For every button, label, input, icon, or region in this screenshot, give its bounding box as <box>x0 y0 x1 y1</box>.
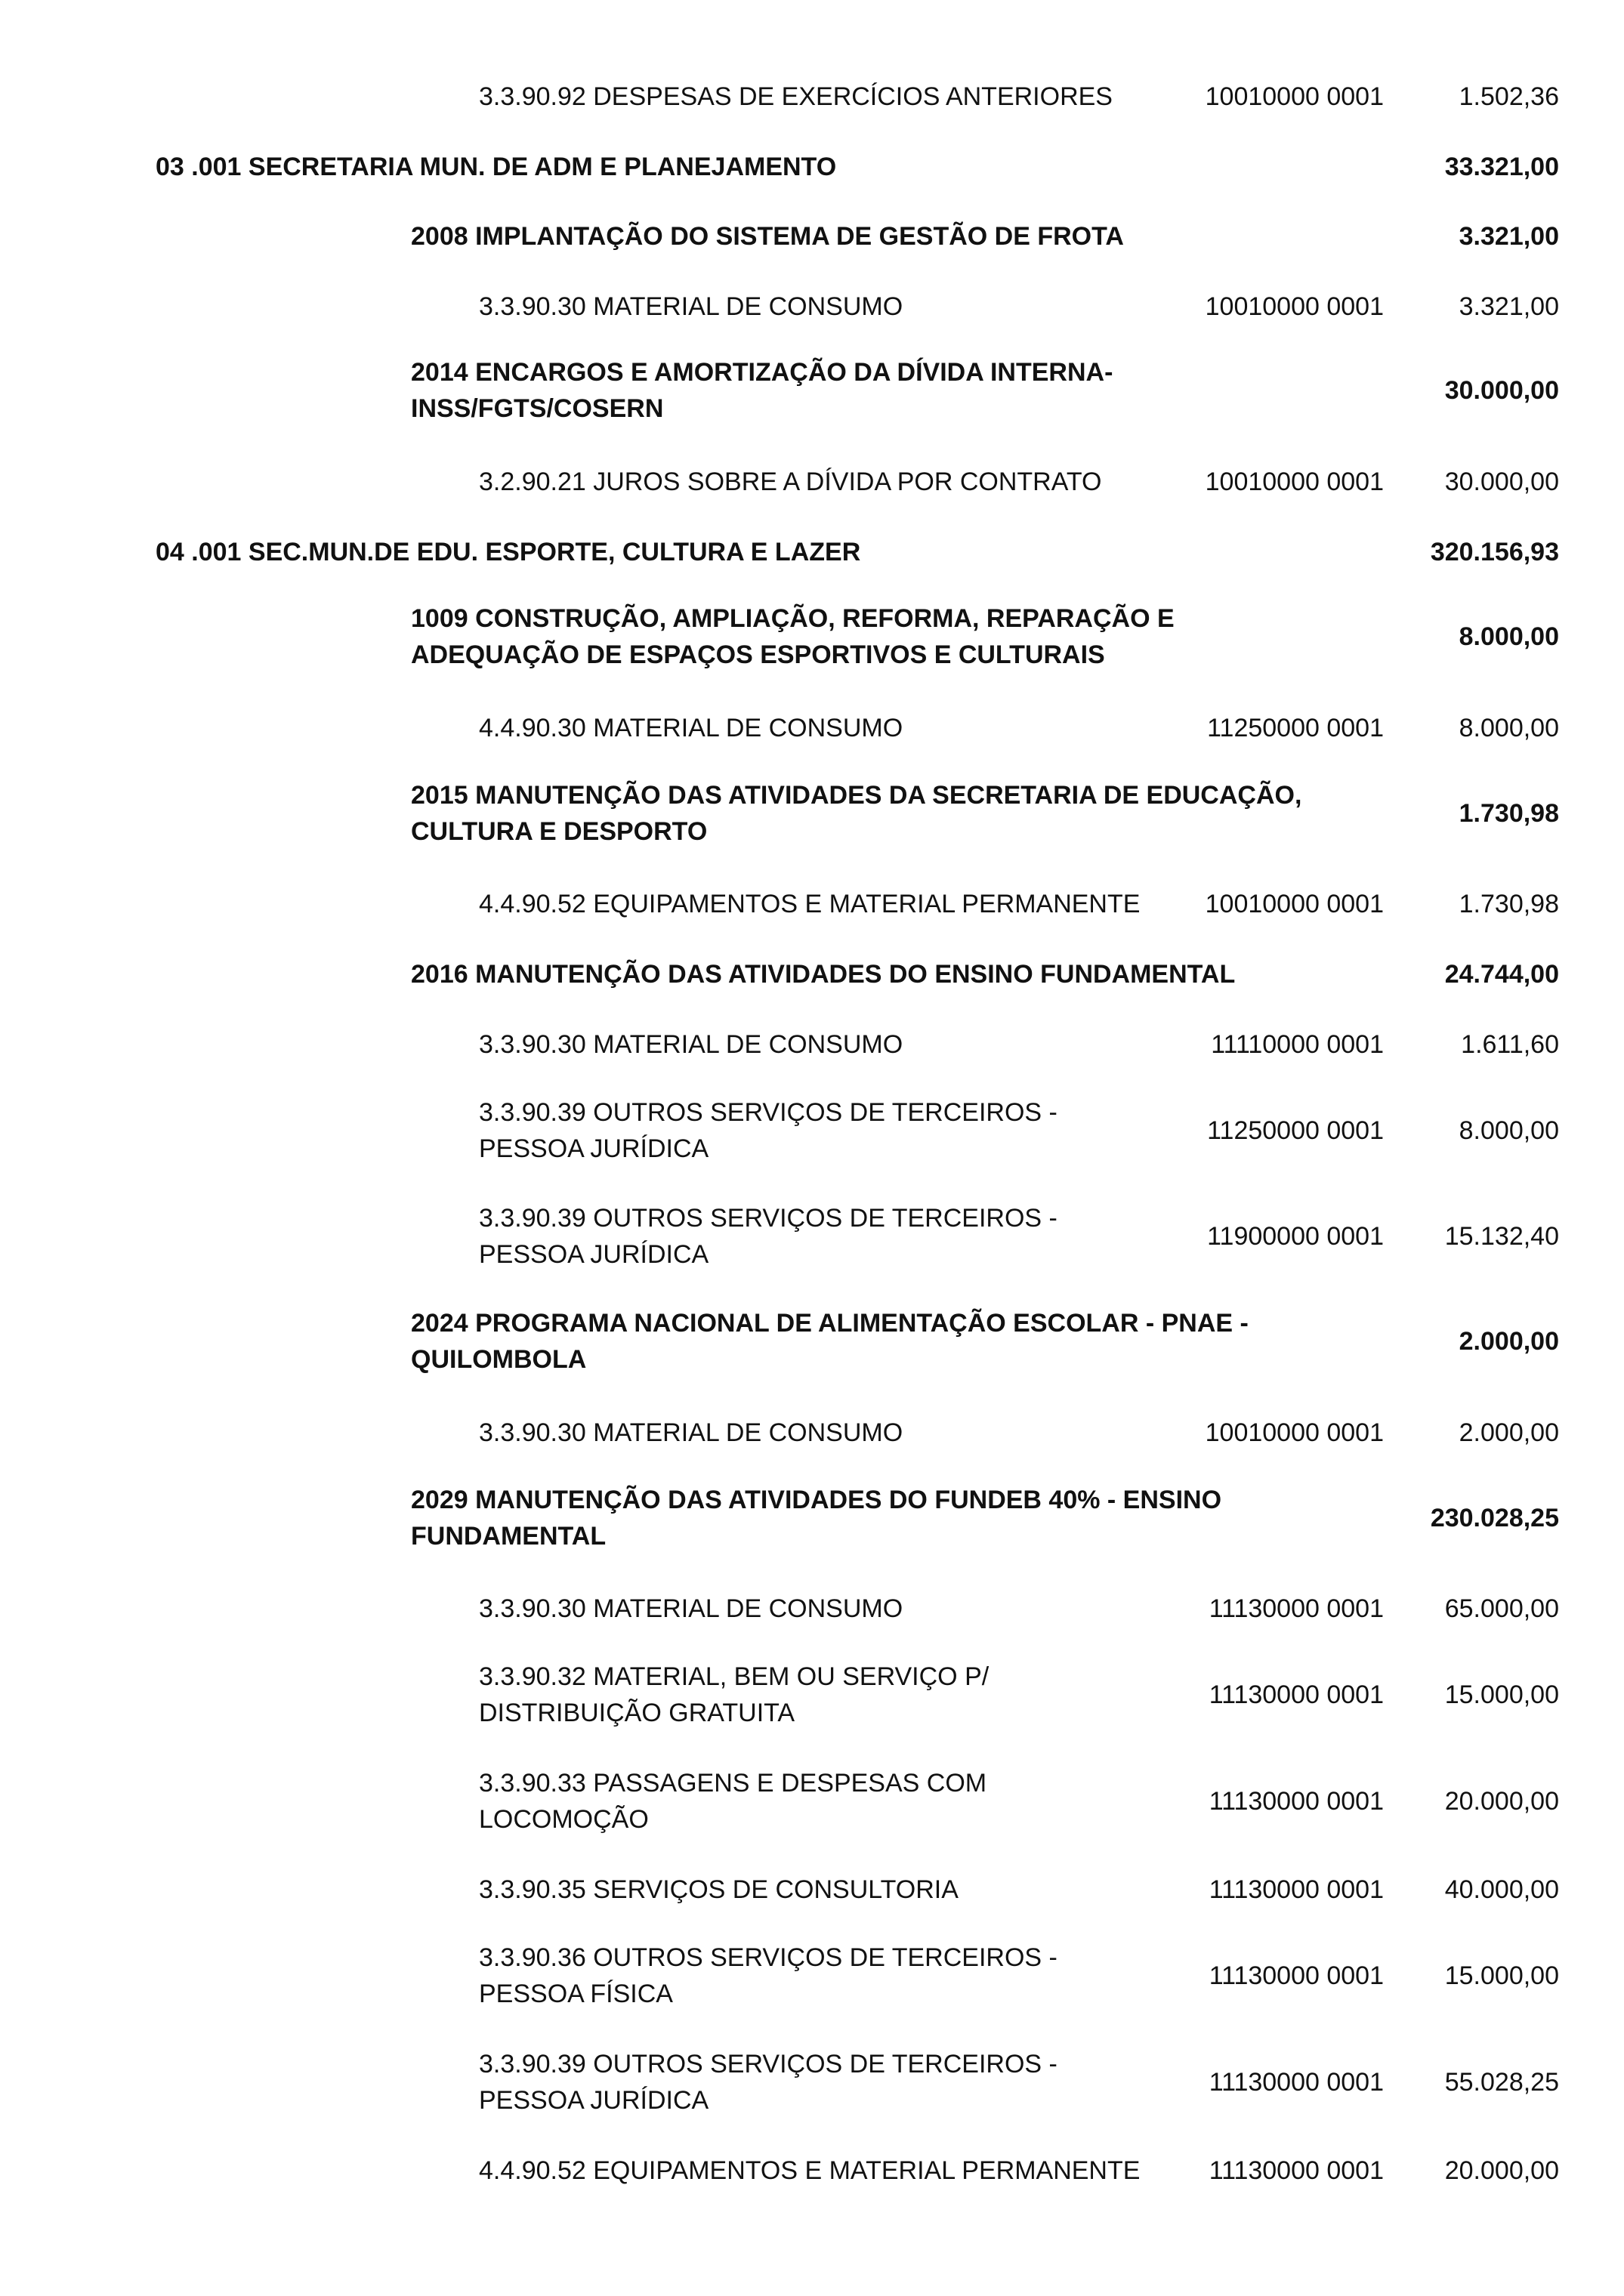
row-description: 1009 CONSTRUÇÃO, AMPLIAÇÃO, REFORMA, REPARAÇÃO E ADEQUAÇÃO DE ESPAÇOS ESPORTIVOS E CULTURAIS <box>411 604 1175 669</box>
row-amount: 15.000,00 <box>1444 1961 1559 1990</box>
row-amount: 2.000,00 <box>1459 1418 1559 1447</box>
row-amount: 8.000,00 <box>1459 714 1559 742</box>
row-amount: 8.000,00 <box>1459 622 1559 651</box>
row-source-code: 10010000 0001 <box>1205 82 1384 111</box>
row-description: 2016 MANUTENÇÃO DAS ATIVIDADES DO ENSINO FUNDAMENTAL <box>411 960 1236 989</box>
row-description: 2029 MANUTENÇÃO DAS ATIVIDADES DO FUNDEB 40% - ENSINO FUNDAMENTAL <box>411 1486 1222 1551</box>
row-amount: 24.744,00 <box>1444 960 1559 989</box>
expense-item-row <box>0 2152 1624 2189</box>
action-row <box>0 600 1624 673</box>
action-row <box>0 956 1624 992</box>
row-source-code: 11130000 0001 <box>1209 1787 1384 1816</box>
action-row <box>0 218 1624 255</box>
expense-item-row <box>0 79 1624 115</box>
row-source-code: 11250000 0001 <box>1207 1116 1384 1145</box>
row-description: 3.3.90.92 DESPESAS DE EXERCÍCIOS ANTERIORES <box>479 82 1113 111</box>
row-description: 2008 IMPLANTAÇÃO DO SISTEMA DE GESTÃO DE FROTA <box>411 222 1124 251</box>
row-amount: 40.000,00 <box>1444 1875 1559 1904</box>
row-amount: 55.028,25 <box>1444 2068 1559 2097</box>
expense-item-row <box>0 1094 1624 1167</box>
row-amount: 1.611,60 <box>1461 1030 1559 1059</box>
row-source-code: 11900000 0001 <box>1207 1222 1384 1251</box>
row-description: 03 .001 SECRETARIA MUN. DE ADM E PLANEJAMENTO <box>156 153 837 181</box>
row-description: 2014 ENCARGOS E AMORTIZAÇÃO DA DÍVIDA INTERNA- INSS/FGTS/COSERN <box>411 358 1113 423</box>
row-source-code: 10010000 0001 <box>1205 890 1384 918</box>
expense-item-row <box>0 1026 1624 1063</box>
row-description: 2024 PROGRAMA NACIONAL DE ALIMENTAÇÃO ESCOLAR - PNAE - QUILOMBOLA <box>411 1309 1249 1374</box>
expense-item-row <box>0 464 1624 500</box>
row-description: 3.3.90.35 SERVIÇOS DE CONSULTORIA <box>479 1875 959 1904</box>
expense-item-row <box>0 1415 1624 1451</box>
row-amount: 3.321,00 <box>1459 222 1559 251</box>
row-description: 3.2.90.21 JUROS SOBRE A DÍVIDA POR CONTRATO <box>479 468 1102 496</box>
row-description: 4.4.90.30 MATERIAL DE CONSUMO <box>479 714 903 742</box>
row-description: 3.3.90.30 MATERIAL DE CONSUMO <box>479 292 903 321</box>
row-description: 3.3.90.30 MATERIAL DE CONSUMO <box>479 1594 903 1623</box>
row-source-code: 11130000 0001 <box>1209 2156 1384 2185</box>
row-source-code: 10010000 0001 <box>1205 468 1384 496</box>
action-row <box>0 1482 1624 1554</box>
row-description: 2015 MANUTENÇÃO DAS ATIVIDADES DA SECRETARIA DE EDUCAÇÃO, CULTURA E DESPORTO <box>411 781 1302 846</box>
row-amount: 30.000,00 <box>1444 376 1559 405</box>
row-amount: 20.000,00 <box>1444 2156 1559 2185</box>
org-unit-row <box>0 149 1624 185</box>
row-amount: 230.028,25 <box>1430 1504 1559 1532</box>
expense-item-row <box>0 1872 1624 1908</box>
row-amount: 15.132,40 <box>1444 1222 1559 1251</box>
org-unit-row <box>0 534 1624 570</box>
row-source-code: 11130000 0001 <box>1209 1875 1384 1904</box>
expense-item-row <box>0 1591 1624 1627</box>
expense-item-row <box>0 2046 1624 2119</box>
expense-item-row <box>0 1200 1624 1273</box>
row-description: 3.3.90.39 OUTROS SERVIÇOS DE TERCEIROS - PESSOA JURÍDICA <box>479 1098 1057 1163</box>
row-amount: 33.321,00 <box>1444 153 1559 181</box>
row-description: 3.3.90.39 OUTROS SERVIÇOS DE TERCEIROS - PESSOA JURÍDICA <box>479 2050 1057 2115</box>
row-amount: 1.502,36 <box>1459 82 1559 111</box>
action-row <box>0 777 1624 850</box>
row-description: 3.3.90.39 OUTROS SERVIÇOS DE TERCEIROS - PESSOA JURÍDICA <box>479 1204 1057 1269</box>
row-amount: 30.000,00 <box>1444 468 1559 496</box>
row-amount: 8.000,00 <box>1459 1116 1559 1145</box>
action-row <box>0 354 1624 427</box>
row-description: 4.4.90.52 EQUIPAMENTOS E MATERIAL PERMANENTE <box>479 2156 1141 2185</box>
expense-item-row <box>0 1940 1624 2012</box>
row-amount: 2.000,00 <box>1459 1327 1559 1356</box>
expense-item-row <box>0 1765 1624 1838</box>
row-amount: 1.730,98 <box>1459 890 1559 918</box>
row-amount: 1.730,98 <box>1459 799 1559 828</box>
row-source-code: 11130000 0001 <box>1209 2068 1384 2097</box>
expense-item-row <box>0 886 1624 922</box>
row-description: 3.3.90.33 PASSAGENS E DESPESAS COM LOCOMOÇÃO <box>479 1769 987 1834</box>
row-source-code: 11250000 0001 <box>1207 714 1384 742</box>
row-source-code: 11130000 0001 <box>1209 1680 1384 1709</box>
row-description: 04 .001 SEC.MUN.DE EDU. ESPORTE, CULTURA E LAZER <box>156 538 861 566</box>
row-amount: 65.000,00 <box>1444 1594 1559 1623</box>
row-description: 3.3.90.30 MATERIAL DE CONSUMO <box>479 1030 903 1059</box>
row-description: 3.3.90.32 MATERIAL, BEM OU SERVIÇO P/ DISTRIBUIÇÃO GRATUITA <box>479 1662 990 1727</box>
row-source-code: 11130000 0001 <box>1209 1961 1384 1990</box>
row-source-code: 11110000 0001 <box>1211 1030 1384 1059</box>
row-description: 3.3.90.30 MATERIAL DE CONSUMO <box>479 1418 903 1447</box>
row-amount: 20.000,00 <box>1444 1787 1559 1816</box>
expense-item-row <box>0 1659 1624 1731</box>
row-amount: 320.156,93 <box>1430 538 1559 566</box>
row-amount: 15.000,00 <box>1444 1680 1559 1709</box>
row-source-code: 10010000 0001 <box>1205 1418 1384 1447</box>
row-description: 4.4.90.52 EQUIPAMENTOS E MATERIAL PERMANENTE <box>479 890 1141 918</box>
expense-item-row <box>0 289 1624 325</box>
row-amount: 3.321,00 <box>1459 292 1559 321</box>
expense-item-row <box>0 710 1624 746</box>
row-source-code: 10010000 0001 <box>1205 292 1384 321</box>
row-description: 3.3.90.36 OUTROS SERVIÇOS DE TERCEIROS - PESSOA FÍSICA <box>479 1943 1057 2008</box>
row-source-code: 11130000 0001 <box>1209 1594 1384 1623</box>
action-row <box>0 1305 1624 1378</box>
